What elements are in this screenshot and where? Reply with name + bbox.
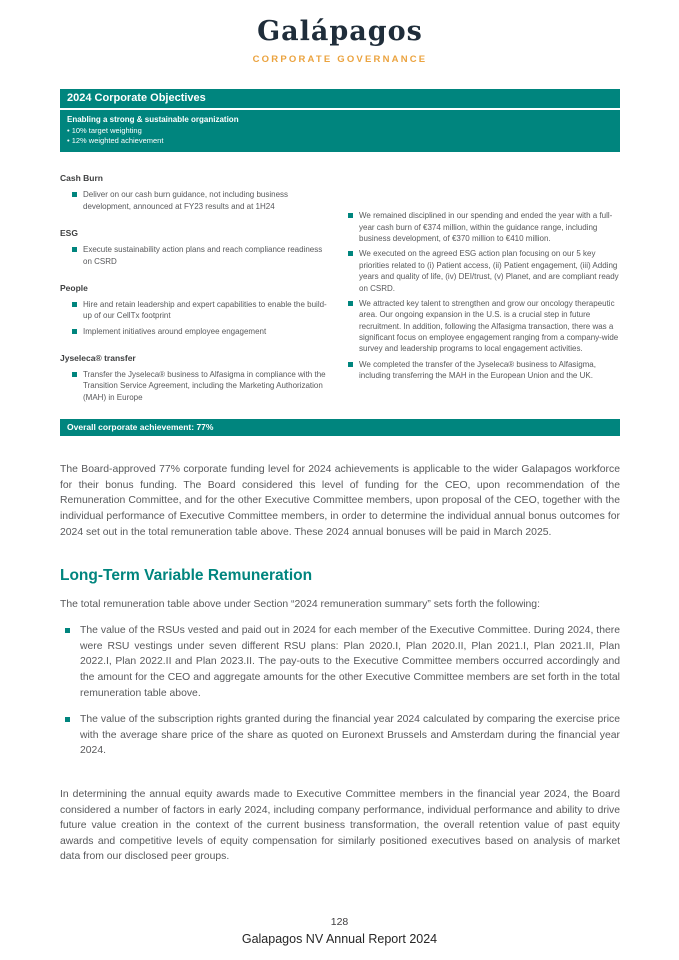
bullet-text: We executed on the agreed ESG action plan focusing on our 5 key priorities related to (i) Patient access, (ii) Patient engagement, (iii) Adding years and quality of life, (iv) DEI/trust, (v) Planet, and are compliant ready on CSRD. xyxy=(359,249,619,293)
overall-achievement-bar: Overall corporate achievement: 77% xyxy=(60,419,620,436)
galapagos-logo: Galápagos xyxy=(257,16,423,47)
objective-group-esg xyxy=(60,227,332,267)
objective-group-cash-burn xyxy=(60,172,332,212)
bullet-text: We completed the transfer of the Jyseleca® business to Alfasigma, including transferring the MAH in the European Union and the UK. xyxy=(359,359,596,381)
objective-group-jyseleca xyxy=(60,352,332,403)
square-bullet-icon xyxy=(72,302,77,307)
bullet-text: The value of the RSUs vested and paid out in 2024 for each member of the Executive Committee. During 2024, there were RSU vestings under seven different RSU plans: Plan 2020.I, Plan 2020.II, Plan 2021.I, Plan 2021.II, Plan 2022.I, Plan 2022.II and Plan 2023.II. The pay-outs to the Executive Committee members occurred accordingly and the amount for the CEO and aggregate amounts for the other Executive Committee members are set forth in the total remuneration table above. xyxy=(80,625,620,699)
section-tagline: CORPORATE GOVERNANCE xyxy=(252,54,428,65)
bullet-text: Hire and retain leadership and expert capabilities to enable the build-up of our CellTx footprint xyxy=(83,299,327,321)
square-bullet-icon xyxy=(72,192,77,197)
list-item xyxy=(72,369,332,403)
paragraph-intro: The total remuneration table above under Section “2024 remuneration summary” sets forth the following: xyxy=(60,599,540,611)
paragraph-bonus-funding: The Board-approved 77% corporate funding level for 2024 achievements is applicable to the wider Galapagos workforce for their bonus funding. The Board considered this level of funding for the CEO, upon recommendation of the Remuneration Committee, and for the other Executive Committee members, upon proposal of the CEO, together with the individual performance of Executive Committee members, in order to determine the individual annual bonus outcomes for 2024 set out in the total remuneration table above. These 2024 annual bonuses will be paid in March 2025. xyxy=(60,464,620,538)
list-item xyxy=(348,210,620,244)
list-item xyxy=(348,359,620,382)
bullet-text: The value of the subscription rights granted during the financial year 2024 calculated by comparing the exercise price with the average share price of the share as quoted on Euronext Brussels and Amsterdam during the financial year 2024. xyxy=(80,714,620,757)
list-item xyxy=(72,326,332,337)
bullet-text: Transfer the Jyseleca® business to Alfasigma in compliance with the Transition Service Agreement, including the Marketing Authorization (MAH) in Europe xyxy=(83,370,326,402)
objectives-sub-banner xyxy=(60,110,620,152)
square-bullet-icon xyxy=(72,247,77,252)
paragraph-equity-awards: In determining the annual equity awards made to Executive Committee members in the financial year 2024, the Board considered a number of factors in early 2024, including company performance, individual performance and ability to drive future value creation in the context of the current business transformation, the overall retention value of past equity awards and competitive levels of equity compensation for similarly positioned executives based on analysis of market data from our disclosed peer groups. xyxy=(60,788,620,863)
objective-heading: People xyxy=(60,282,88,293)
square-bullet-icon xyxy=(348,362,353,367)
objectives-right-column xyxy=(348,172,620,407)
list-item xyxy=(60,712,620,759)
banner-bullet: • 10% target weighting xyxy=(67,125,142,135)
square-bullet-icon xyxy=(65,628,70,633)
body-text xyxy=(60,462,620,865)
square-bullet-icon xyxy=(72,372,77,377)
square-bullet-icon xyxy=(348,251,353,256)
banner-bullet: • 12% weighted achievement xyxy=(67,136,164,146)
page-number: 128 xyxy=(330,916,349,928)
corporate-objectives-block xyxy=(60,89,620,436)
square-bullet-icon xyxy=(348,301,353,306)
list-item xyxy=(72,299,332,322)
list-item xyxy=(72,244,332,267)
list-item xyxy=(348,248,620,293)
objectives-columns xyxy=(60,172,620,407)
bullet-text: Execute sustainability action plans and reach compliance readiness on CSRD xyxy=(83,245,323,266)
page-footer xyxy=(0,916,679,946)
objectives-title-bar: 2024 Corporate Objectives xyxy=(60,89,620,108)
list-item xyxy=(348,298,620,355)
page-header xyxy=(60,16,620,65)
section-title-long-term-variable-remuneration: Long-Term Variable Remuneration xyxy=(60,567,313,585)
report-title: Galapagos NV Annual Report 2024 xyxy=(241,932,438,946)
objective-group-people xyxy=(60,282,332,337)
list-item xyxy=(60,623,620,701)
banner-heading: Enabling a strong & sustainable organization xyxy=(67,115,239,124)
objective-heading: Cash Burn xyxy=(60,173,103,184)
bullet-text: We remained disciplined in our spending and ended the year with a full-year cash burn of €374 million, within the guidance range, including business development, of €370 million to €410 million. xyxy=(359,211,613,244)
objectives-left-column xyxy=(60,172,332,407)
list-item xyxy=(72,189,332,212)
square-bullet-icon xyxy=(348,213,353,218)
square-bullet-icon xyxy=(65,717,70,722)
objective-heading: Jyseleca® transfer xyxy=(60,353,136,364)
square-bullet-icon xyxy=(72,329,77,334)
objective-heading: ESG xyxy=(60,228,78,239)
bullet-text: We attracted key talent to strengthen and grow our oncology therapeutic area. Our ongoing expansion in the U.S. is a crucial step in future recruitment. In addition, following the Alfasigma transaction, there was a significant focus on employee engagement ranging from a company-wide survey and leadership programs to local engagement activities. xyxy=(359,298,619,354)
bullet-text: Implement initiatives around employee engagement xyxy=(83,326,267,336)
bullet-text: Deliver on our cash burn guidance, not including business development, announced at FY23 results and at 1H24 xyxy=(83,190,289,211)
